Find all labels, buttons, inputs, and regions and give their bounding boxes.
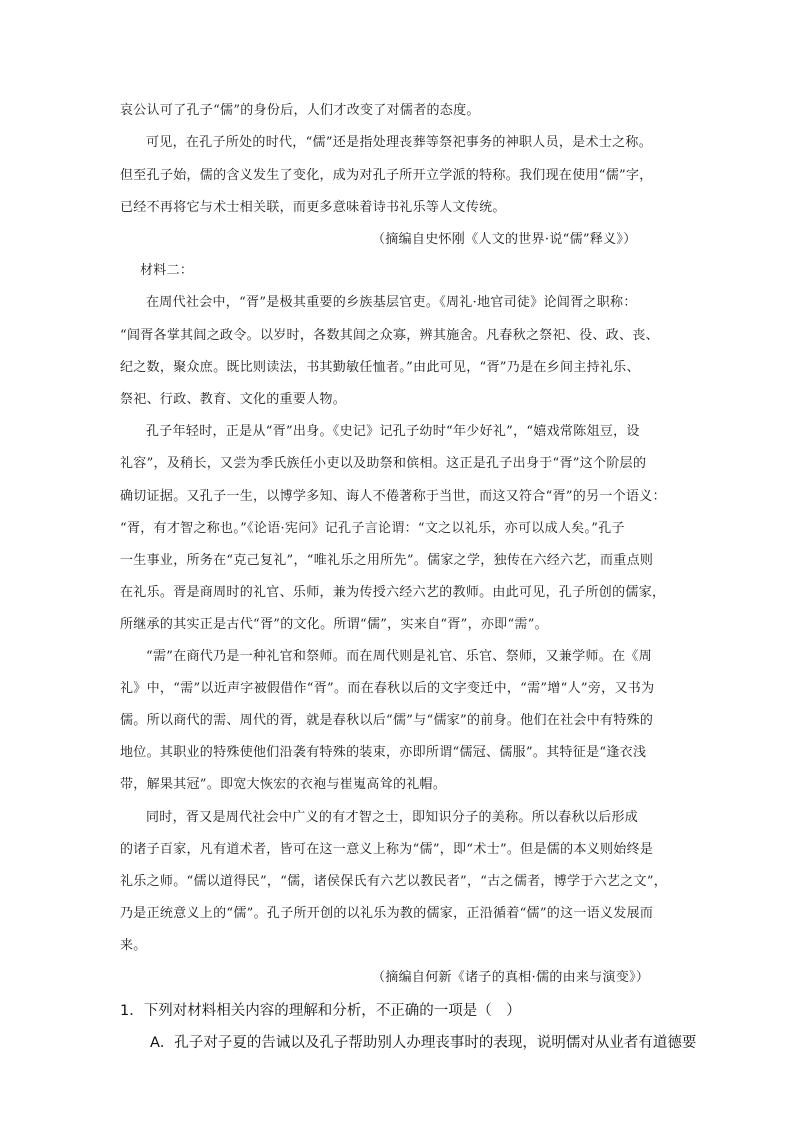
text-line: 来。	[120, 938, 147, 953]
text-line: 可见，在孔子所处的时代，“儒”还是指处理丧葬等祭祀事务的神职人员，是术士之称。	[146, 135, 652, 150]
text-line: 带，解果其冠”。即宽大恢宏的衣袍与崔嵬高耸的礼帽。	[120, 777, 447, 792]
citation: （摘编自何新《诸子的真相·儒的由来与演变》）	[372, 970, 650, 985]
text-line: 祭祀、行政、教育、文化的重要人物。	[120, 392, 347, 407]
question-stem: 1．下列对材料相关内容的理解和分析，不正确的一项是（ ）	[120, 1003, 521, 1019]
text-line: 孔子年轻时，正是从“胥”出身。《史记》记孔子幼时“年少好礼”，“嬉戏常陈俎豆，设	[146, 424, 640, 439]
text-line: 地位。其职业的特殊使他们沿袭有特殊的装束，亦即所谓“儒冠、儒服”。其特征是“逢衣浅	[120, 745, 647, 760]
text-line: 在周代社会中，“胥”是极其重要的乡族基层官吏。《周礼·地官司徒》论闾胥之职称：	[146, 295, 637, 310]
text-line: 儒。所以商代的需、周代的胥，就是春秋以后“儒”与“儒家”的前身。他们在社会中有特殊的	[120, 713, 654, 728]
text-line: 但至孔子始，儒的含义发生了变化，成为对孔子所开立学派的特称。我们现在使用“儒”字，	[120, 168, 653, 183]
text-line: 在礼乐。胥是商周时的礼官、乐师，兼为传授六经六艺的教师。由此可见，孔子所创的儒家，	[120, 585, 666, 600]
text-line: 已经不再将它与术士相关联，而更多意味着诗书礼乐等人文传统。	[120, 200, 506, 215]
text-line: 同时，胥又是周代社会中广义的有才智之士，即知识分子的美称。所以春秋以后形成	[146, 810, 639, 825]
text-line: 确切证据。又孔子一生，以博学多知、诲人不倦著称于当世，而这又符合“胥”的另一个语义：	[120, 489, 666, 504]
text-line: 的诸子百家，凡有道术者，皆可在这一意义上称为“儒”，即“术士”。但是儒的本义则始终是	[120, 842, 654, 857]
text-line: “胥，有才智之称也。”《论语·宪问》记孔子言论谓：“文之以礼乐，亦可以成人矣。”孔子	[120, 521, 625, 536]
text-line: 纪之数，聚众庶。既比则读法，书其勤敏任恤者。”由此可见，“胥”乃是在乡间主持礼乐、	[120, 360, 640, 375]
text-line: 礼容”，及稍长，又尝为季氏族任小吏以及助祭和傧相。这正是孔子出身于“胥”这个阶层的	[120, 456, 647, 471]
text-line: 哀公认可了孔子“儒”的身份后，人们才改变了对儒者的态度。	[120, 103, 480, 118]
section-label: 材料二：	[140, 263, 194, 278]
text-line: 乃是正统意义上的“儒”。孔子所开创的以礼乐为教的儒家，正沿循着“儒”的这一语义发展而	[120, 906, 654, 921]
text-line: 礼乐之师。“儒以道得民”，“儒，诸侯保氏有六艺以教民者”，“古之儒者，博学于六艺之文”，	[120, 874, 668, 889]
citation: （摘编自史怀刚《人文的世界·说“儒”释义》）	[372, 232, 637, 247]
text-line: “闾胥各掌其闾之政令。以岁时，各数其闾之众寡，辨其施舍。凡春秋之祭祀、役、政、丧、	[120, 328, 659, 343]
text-line: 所继承的其实正是古代“胥”的文化。所谓“儒”，实来自“胥”，亦即“需”。	[120, 617, 548, 632]
answer-option-a[interactable]: A．孔子对子夏的告诫以及孔子帮助别人办理丧事时的表现，说明儒对从业者有道德要	[150, 1035, 697, 1051]
text-line: 一生事业，所务在“克己复礼”，“唯礼乐之用所先”。儒家之学，独传在六经六艺，而重点则	[120, 553, 654, 568]
text-line: 礼》中，“需”以近声字被假借作“胥”。而在春秋以后的文字变迁中，“需”增“人”旁，又书为	[120, 681, 655, 696]
text-line: “需”在商代乃是一种礼官和祭师。而在周代则是礼官、乐官、祭师，又兼学师。在《周	[146, 649, 652, 664]
